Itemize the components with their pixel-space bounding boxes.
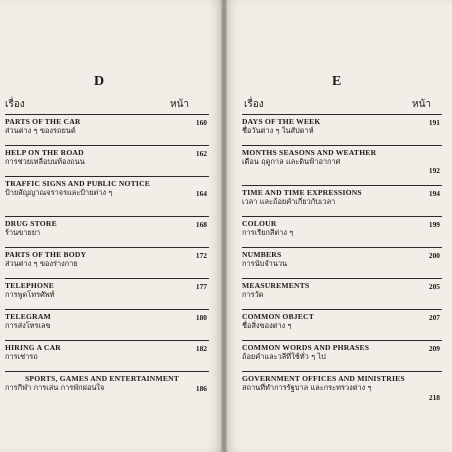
entry-page: 209 bbox=[428, 344, 440, 353]
entry-page: 218 bbox=[428, 393, 440, 402]
column-header-title: เรื่อง bbox=[244, 99, 264, 110]
entry-page: 207 bbox=[428, 313, 440, 322]
entry-page: 199 bbox=[428, 220, 440, 229]
section-letter: D bbox=[94, 74, 105, 89]
toc-entry bbox=[242, 340, 442, 371]
toc-entry bbox=[5, 114, 209, 145]
entry-title: DRUG STORE bbox=[5, 219, 57, 228]
entry-thai: ป้ายสัญญาณจราจรและป้ายต่าง ๆ bbox=[5, 188, 113, 197]
toc-entry bbox=[242, 145, 442, 185]
entry-page: 177 bbox=[195, 282, 207, 291]
entry-page: 194 bbox=[428, 189, 440, 198]
toc-entry bbox=[5, 145, 209, 176]
entry-thai: การเช่ารถ bbox=[5, 352, 38, 361]
right-page bbox=[224, 0, 452, 452]
toc-entry bbox=[5, 309, 209, 340]
entry-page: 191 bbox=[428, 118, 440, 127]
entry-title: MEASUREMENTS bbox=[242, 281, 310, 290]
entry-title: TRAFFIC SIGNS AND PUBLIC NOTICE bbox=[5, 179, 151, 188]
entry-title: TIME AND TIME EXPRESSIONS bbox=[242, 188, 362, 197]
toc-entry bbox=[5, 278, 209, 309]
entry-title: COLOUR bbox=[242, 219, 277, 228]
entry-title: MONTHS SEASONS AND WEATHER bbox=[242, 148, 377, 157]
entry-title: NUMBERS bbox=[242, 250, 282, 259]
entry-title: TELEGRAM bbox=[5, 312, 51, 321]
toc-entry bbox=[242, 309, 442, 340]
column-header-page: หน้า bbox=[412, 99, 432, 110]
entry-page: 164 bbox=[195, 189, 207, 198]
toc-entry bbox=[5, 371, 209, 412]
toc-entry bbox=[242, 114, 442, 145]
entry-title: SPORTS, GAMES AND ENTERTAINMENT bbox=[25, 374, 180, 383]
entry-thai: การกีฬา การเล่น การพักผ่อนใจ bbox=[5, 383, 105, 392]
entry-thai: ส่วนต่าง ๆ ของร่างกาย bbox=[5, 259, 78, 268]
entry-title: COMMON WORDS AND PHRASES bbox=[242, 343, 370, 352]
entry-title: TELEPHONE bbox=[5, 281, 55, 290]
entry-thai: การส่งโทรเลข bbox=[5, 321, 51, 330]
entry-page: 168 bbox=[195, 220, 207, 229]
toc-entry bbox=[5, 176, 209, 216]
entry-thai: การเรียกสีต่าง ๆ bbox=[242, 228, 294, 237]
entry-thai: การช่วยเหลือบนท้องถนน bbox=[5, 157, 85, 166]
entry-title: DAYS OF THE WEEK bbox=[242, 117, 321, 126]
toc-list bbox=[5, 114, 209, 412]
entry-thai: การวัด bbox=[242, 290, 264, 299]
entry-thai: ร้านขายยา bbox=[5, 228, 41, 237]
toc-entry bbox=[242, 278, 442, 309]
toc-entry bbox=[242, 247, 442, 278]
entry-thai: ชื่อวันต่าง ๆ ในสัปดาห์ bbox=[242, 126, 314, 135]
toc-entry bbox=[5, 247, 209, 278]
entry-page: 162 bbox=[195, 149, 207, 158]
entry-title: COMMON OBJECT bbox=[242, 312, 314, 321]
entry-thai: เวลา และถ้อยคำเกี่ยวกับเวลา bbox=[242, 197, 336, 206]
entry-title: HIRING A CAR bbox=[5, 343, 61, 352]
toc-list bbox=[242, 114, 442, 412]
entry-page: 180 bbox=[195, 313, 207, 322]
entry-title: GOVERNMENT OFFICES AND MINISTRIES bbox=[242, 374, 405, 383]
entry-page: 200 bbox=[428, 251, 440, 260]
entry-page: 160 bbox=[195, 118, 207, 127]
toc-entry bbox=[242, 216, 442, 247]
entry-page: 192 bbox=[428, 166, 440, 175]
entry-page: 186 bbox=[195, 384, 207, 393]
toc-entry bbox=[5, 340, 209, 371]
entry-thai: สถานที่ทำการรัฐบาล และกระทรวงต่าง ๆ bbox=[242, 383, 372, 392]
section-letter: E bbox=[332, 74, 342, 89]
toc-entry bbox=[5, 216, 209, 247]
left-page bbox=[0, 0, 224, 452]
entry-page: 172 bbox=[195, 251, 207, 260]
entry-page: 182 bbox=[195, 344, 207, 353]
entry-thai: การนับจำนวน bbox=[242, 259, 288, 268]
entry-title: PARTS OF THE BODY bbox=[5, 250, 87, 259]
entry-title: PARTS OF THE CAR bbox=[5, 117, 81, 126]
toc-entry bbox=[242, 371, 442, 412]
toc-entry bbox=[242, 185, 442, 216]
entry-thai: ถ้อยคำและวลีที่ใช้ทั่ว ๆ ไป bbox=[242, 352, 326, 361]
entry-title: HELP ON THE ROAD bbox=[5, 148, 84, 157]
entry-thai: ส่วนต่าง ๆ ของรถยนต์ bbox=[5, 126, 76, 135]
entry-thai: เดือน ฤดูกาล และดินฟ้าอากาศ bbox=[242, 157, 341, 166]
column-header-title: เรื่อง bbox=[5, 99, 25, 110]
entry-thai: การพูดโทรศัพท์ bbox=[5, 290, 55, 299]
entry-thai: ชื่อสิ่งของต่าง ๆ bbox=[242, 321, 292, 330]
book-gutter bbox=[221, 0, 227, 452]
entry-page: 205 bbox=[428, 282, 440, 291]
column-header-page: หน้า bbox=[170, 99, 190, 110]
